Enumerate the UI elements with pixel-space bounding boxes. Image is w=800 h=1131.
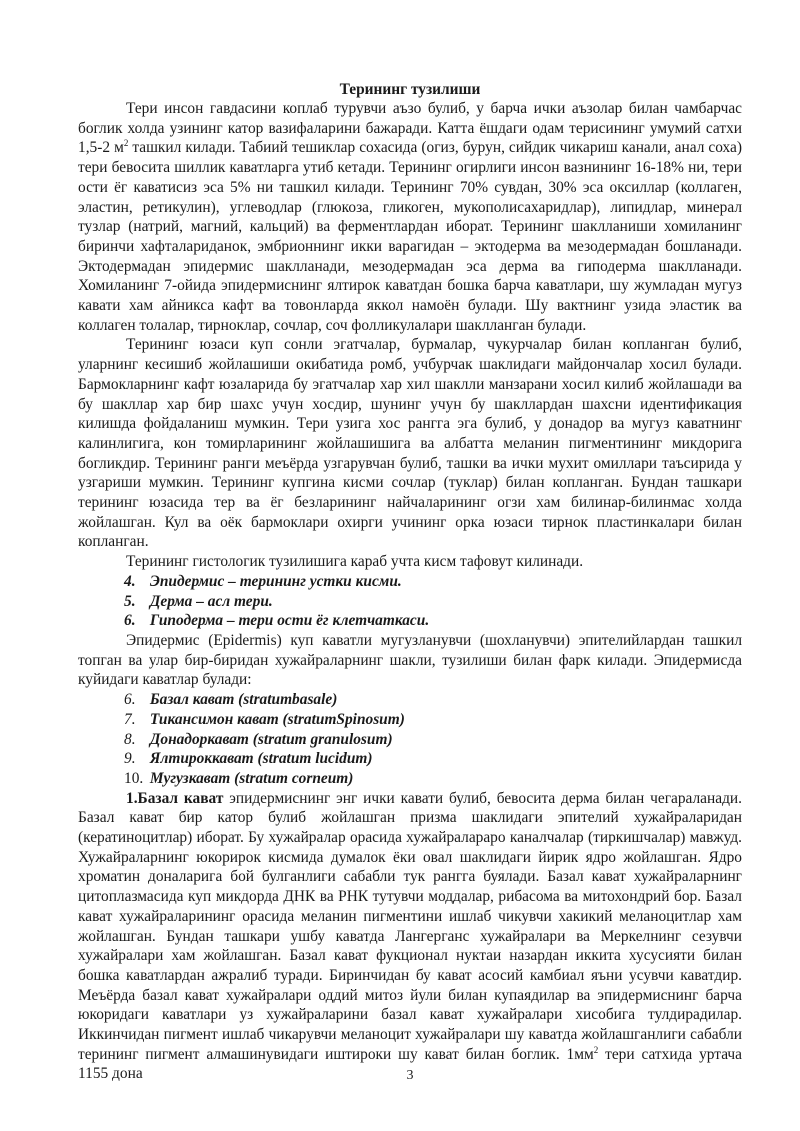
list-item-lucid-layer <box>78 749 742 769</box>
page-title: Терининг тузилиши <box>339 81 481 98</box>
list-item-spinous-layer <box>78 710 742 730</box>
paragraph-intro-part-b: ташкил килади. Табиий тешиклар сохасида (огиз, бурун, сийдик чикариш канали, анал соха) тери бевосита шиллик каватларга утиб кетади. Терининг огирлиги инсон вазнининг 16-18% ни, тери ости ёг каватисиз эса 5% ни ташкил килади. Терининг 70% сувдан, 30% эса оксиллар (коллаген, эластин, ретикулин), углеводлар (глюкоза, гликоген, мукополисахаридлар), липидлар, минерал тузлар (натрий, магний, кальций) ва ферментлардан иборат. Терининг шаклланиши хомиланинг биринчи хафталариданок, эмбрионнинг икки варагидан – эктодерма ва мезодермадан бошланади. Эктодермадан эпидермис шаклланади, мезодермадан эса дерма ва гиподерма шаклланади. Хомиланинг 7-ойида эпидермиснинг ялтирок каватдан бошка барча каватлари, шу жумладан мугуз кавати хам айникса кафт ва товонларда яккол намоён булади. Шу вактнинг узида эластик ва коллаген толалар, тирноклар, сочлар, соч фолликулалари шаклланган булади. <box>78 139 742 334</box>
list-item-number: 6. <box>124 612 136 630</box>
list-item-hypoderma <box>78 611 742 631</box>
list-item-number: 4. <box>124 572 136 590</box>
document-body <box>78 99 742 1084</box>
list-item-text: Базал кават (stratumbasale) <box>149 691 338 709</box>
list-item-number: 6. <box>124 691 136 709</box>
list-item-text: Ялтироккават (stratum lucidum) <box>149 750 373 768</box>
skin-parts-list <box>78 572 742 631</box>
list-item-text: Тикансимон кават (stratumSpinosum) <box>149 710 405 728</box>
paragraph-basal-layer <box>78 789 742 1085</box>
paragraph-basal-part-a: эпидермиснинг энг ички кавати булиб, бевосита дерма билан чегараланади. Базал кават бир катор булиб жойлашган призма шаклидаги эпителий хужайраларидан (кератиноцитлар) иборат. Бу хужайралар орасида хужайралараро каналчалар (тиркишчалар) мавжуд. Хужайраларнинг юкорирок кисмида думалок ёки овал шаклидаги йирик ядро жойлашган. Ядро хроматин доналарига бой булганлиги сабабли тук рангга буялади. Базал кават хужайраларнинг цитоплазмасида куп микдорда ДНК ва РНК тутувчи моддалар, рибасома ва митохондрий бор. Базал кават хужайраларининг орасида меланин пигментини ишлаб чикувчи хакикий меланоцитлар хам жойлашган. Бундан ташкари ушбу каватда Лангерганс хужайралари ва Меркелнинг сезувчи хужайралари хам жойлашган. Базал кават фукционал нуктаи назардан иккита хусусияти билан бошка каватлардан ажралиб туради. Биринчидан бу кават асосий камбиал яъни усувчи каватдир. Меъёрда базал кават хужайралари оддий митоз йули билан купаядилар ва эпидермиснинг барча юкоридаги каватлари уз хужайраларини базал кават хужайралари хисобига тулдирадилар. Иккинчидан пигмент ишлаб чикарувчи меланоцит хужайралари шу каватда жойлашганлиги сабабли терининг пигмент алмашинувидаги иштироки шу кават билан боглик. 1мм <box>78 789 742 1063</box>
list-item-granular-layer <box>78 730 742 750</box>
paragraph-intro <box>78 99 742 335</box>
list-item-derma <box>78 592 742 612</box>
paragraph-basal-part-b: тери сатхида уртача 1155 дона <box>78 1045 742 1083</box>
list-item-number: 10. <box>124 769 144 787</box>
list-item-number: 5. <box>124 592 136 610</box>
paragraph-histology: Терининг гистологик тузилишига караб учта кисм тафовут килинади. <box>126 553 584 571</box>
epidermis-layers-list <box>78 690 742 789</box>
page-number: 3 <box>406 1068 414 1083</box>
list-item-number: 9. <box>124 750 136 768</box>
list-item-basal-layer <box>78 690 742 710</box>
list-item-epidermis <box>78 572 742 592</box>
list-item-text: Эпидермис – терининг устки кисми. <box>149 572 402 590</box>
paragraph-lead-heading: 1.Базал кават <box>126 789 224 807</box>
list-item-text: Гиподерма – тери ости ёг клетчаткаси. <box>149 612 430 630</box>
paragraph-epidermis: Эпидермис (Epidermis) куп каватли мугузланувчи (шохланувчи) эпителийлардан ташкил топган ва улар бир-биридан хужайраларнинг шакли, тузилиши билан фарк килади. Эпидермисда куйидаги каватлар булади: <box>78 631 742 689</box>
list-item-number: 7. <box>124 710 136 728</box>
superscript-two: 2 <box>593 1044 599 1055</box>
superscript-two: 2 <box>123 138 129 149</box>
list-item-horny-layer <box>78 769 742 789</box>
list-item-text: Донадоркават (stratum granulosum) <box>149 730 393 748</box>
list-item-text: Дерма – асл тери. <box>149 592 273 610</box>
list-item-number: 8. <box>124 730 136 748</box>
list-item-text: Мугузкават (stratum corneum) <box>149 769 354 787</box>
paragraph-surface: Терининг юзаси куп сонли эгатчалар, бурмалар, чукурчалар билан копланган булиб, уларнинг кесишиб жойлашиши окибатида ромб, учбурчак шаклидаги майдончалар хосил булади. Бармокларнинг кафт юзаларида бу эгатчалар хар хил шаклли манзарани хосил килиб жойлашади ва бу шакллар хар бир шахс учун хосдир, шунинг учун бу шакллардан шахсни идентификация килишда фойдаланиш мумкин. Тери узига хос рангга эга булиб, у донадор ва мугуз каватнинг калинлигига, кон томирларининг жойлашишига ва албатта меланин пигментининг микдорига богликдир. Терининг ранги меъёрда узгарувчан булиб, ташки ва ички мухит омиллари таъсирида у узгариши мумкин. Терининг купгина кисми сочлар (туклар) билан копланган. Бундан ташкари терининг юзасида тер ва ёг безларининг найчаларининг огзи хам билинар-билинмас холда жойлашган. Кул ва оёк бармоклари охирги учининг орка юзаси тирнок пластинкалари билан копланган. <box>78 336 742 551</box>
paragraph-intro-part-a: Тери инсон гавдасини коплаб турувчи аъзо булиб, у барча ички аъзолар билан чамбарчас боглик холда узининг катор вазифаларини бажаради. Катта ёшдаги одам терисининг умумий сатхи 1,5-2 м <box>78 100 742 157</box>
